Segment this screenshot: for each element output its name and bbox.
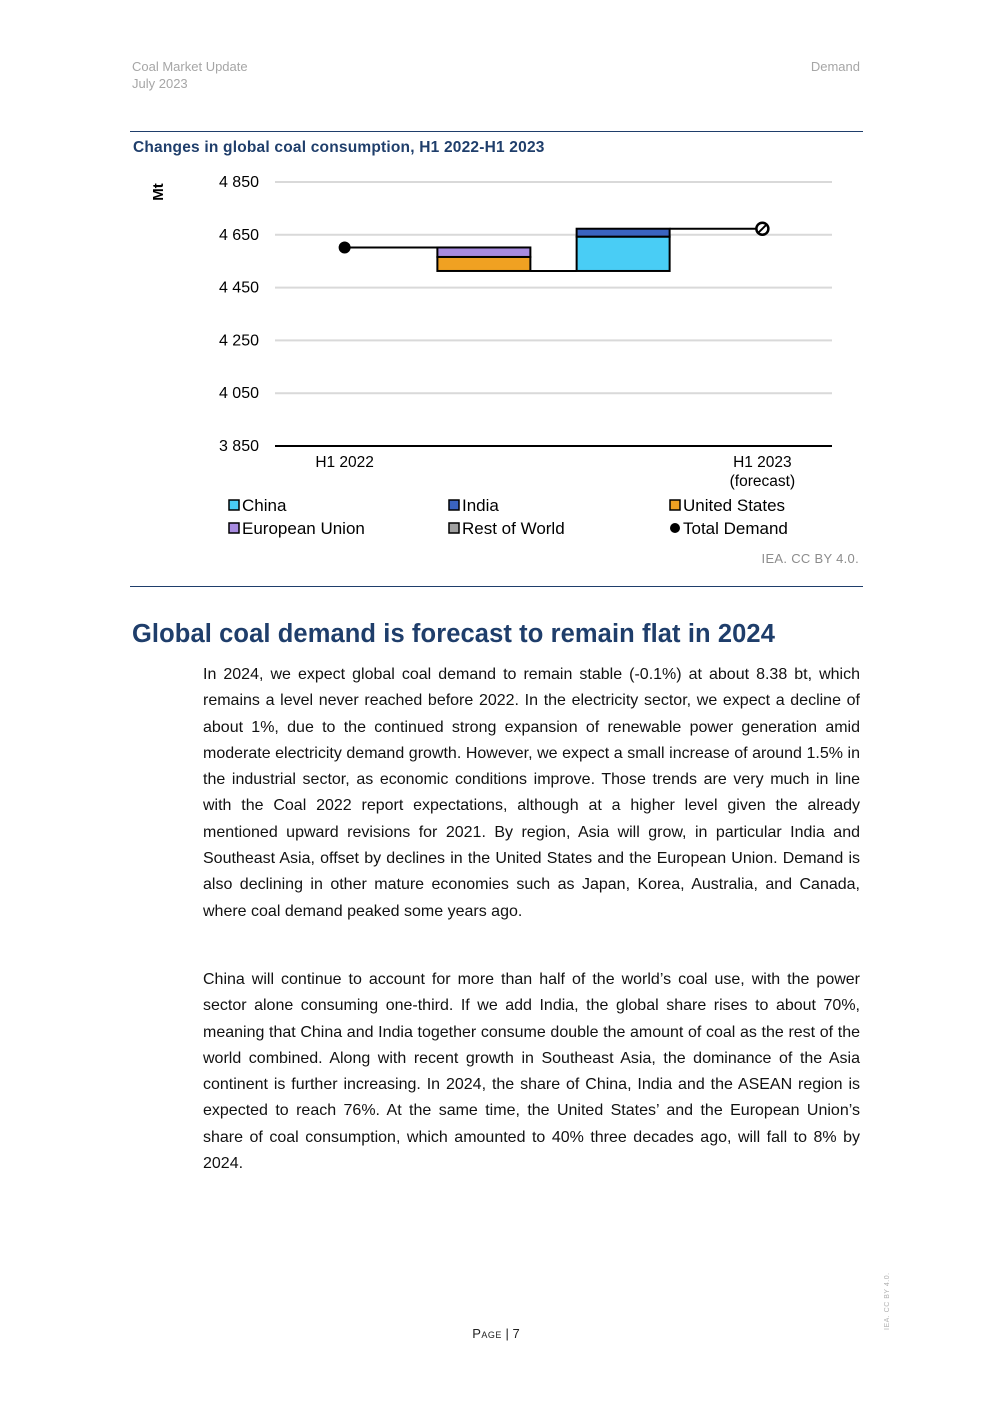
legend-swatch xyxy=(449,500,459,510)
x-tick-label: H1 2022 xyxy=(315,454,374,471)
page-number: 7 xyxy=(512,1326,520,1341)
y-tick-label: 4 850 xyxy=(218,174,259,191)
body-paragraph-2 xyxy=(203,967,860,1177)
legend-swatch xyxy=(229,523,239,533)
paragraph: China will continue to account for more than half of the world’s coal use, with the power sector alone consuming one-third. If we add India, the global share rises to about 70%, meaning that China and India together consume double the amount of coal as the rest of the world combined. Along with recent growth in Southeast Asia, the dominance of the Asia continent is further increasing. In 2024, the share of China, India and the ASEAN region is expected to reach 76%. At the same time, the United States’ and the European Union’s share of coal consumption, which amounted to 40% three decades ago, will fall to 8% by 2024. xyxy=(203,971,860,1173)
legend-label: China xyxy=(242,496,287,515)
total-marker-start xyxy=(339,241,351,253)
waterfall-chart xyxy=(130,165,863,545)
running-header-section: Demand xyxy=(810,59,860,74)
y-tick-label: 4 050 xyxy=(218,385,259,403)
y-tick-label: 4 650 xyxy=(218,226,259,244)
paragraph: In 2024, we expect global coal demand to remain stable (-0.1%) at about 8.38 bt, which remains a level never reached before 2022. In the electricity sector, we expect a decline of about 1%, due to the continued strong expansion of renewable power generation amid moderate electricity demand growth. However, we expect a small increase of around 1.5% in the industrial sector, as economic conditions improve. Those trends are very much in line with the Coal 2022 report expectations, although at a higher level given the already mentioned upward revisions for 2021. By region, Asia will grow, in particular India and Southeast Asia, offset by declines in the United States and the European Union. Demand is also declining in other mature economies such as Japan, Korea, Australia, and Canada, where coal demand peaked some years ago. xyxy=(203,666,860,920)
figure-credit: IEA. CC BY 4.0. xyxy=(761,551,859,566)
legend-label: United States xyxy=(683,496,786,515)
x-tick-label: H1 2023 xyxy=(733,454,792,471)
page-footer xyxy=(0,1326,992,1341)
bar-european-union xyxy=(437,247,530,257)
y-axis-label: Mt xyxy=(150,183,167,201)
body-paragraph-1 xyxy=(203,662,860,925)
bar-united-states xyxy=(437,257,530,271)
bar-china xyxy=(577,237,670,271)
y-tick-label: 4 450 xyxy=(218,279,259,297)
running-header-left xyxy=(132,58,248,92)
doc-date: July 2023 xyxy=(132,76,188,91)
x-tick-label: (forecast) xyxy=(729,473,796,490)
legend-swatch xyxy=(449,523,459,533)
figure-title: Changes in global coal consumption, H1 2022-H1 2023 xyxy=(133,139,545,156)
page-separator: | xyxy=(501,1326,513,1341)
y-tick-label: 4 250 xyxy=(218,332,259,350)
page-word: Page xyxy=(472,1326,502,1341)
legend-label: India xyxy=(462,496,499,515)
figure-top-rule xyxy=(130,131,863,132)
legend-swatch xyxy=(229,500,239,510)
legend-label: Rest of World xyxy=(462,519,565,538)
side-credit: IEA. CC BY 4.0. xyxy=(884,1272,891,1330)
legend-label: Total Demand xyxy=(683,519,788,538)
figure-bottom-rule xyxy=(130,586,863,587)
section-heading: Global coal demand is forecast to remain flat in 2024 xyxy=(132,620,775,648)
legend-swatch xyxy=(670,500,680,510)
y-tick-label: 3 850 xyxy=(218,438,259,455)
legend-swatch xyxy=(670,523,680,533)
legend-label: European Union xyxy=(242,519,365,538)
bar-india xyxy=(577,229,670,237)
doc-title: Coal Market Update xyxy=(132,59,248,74)
